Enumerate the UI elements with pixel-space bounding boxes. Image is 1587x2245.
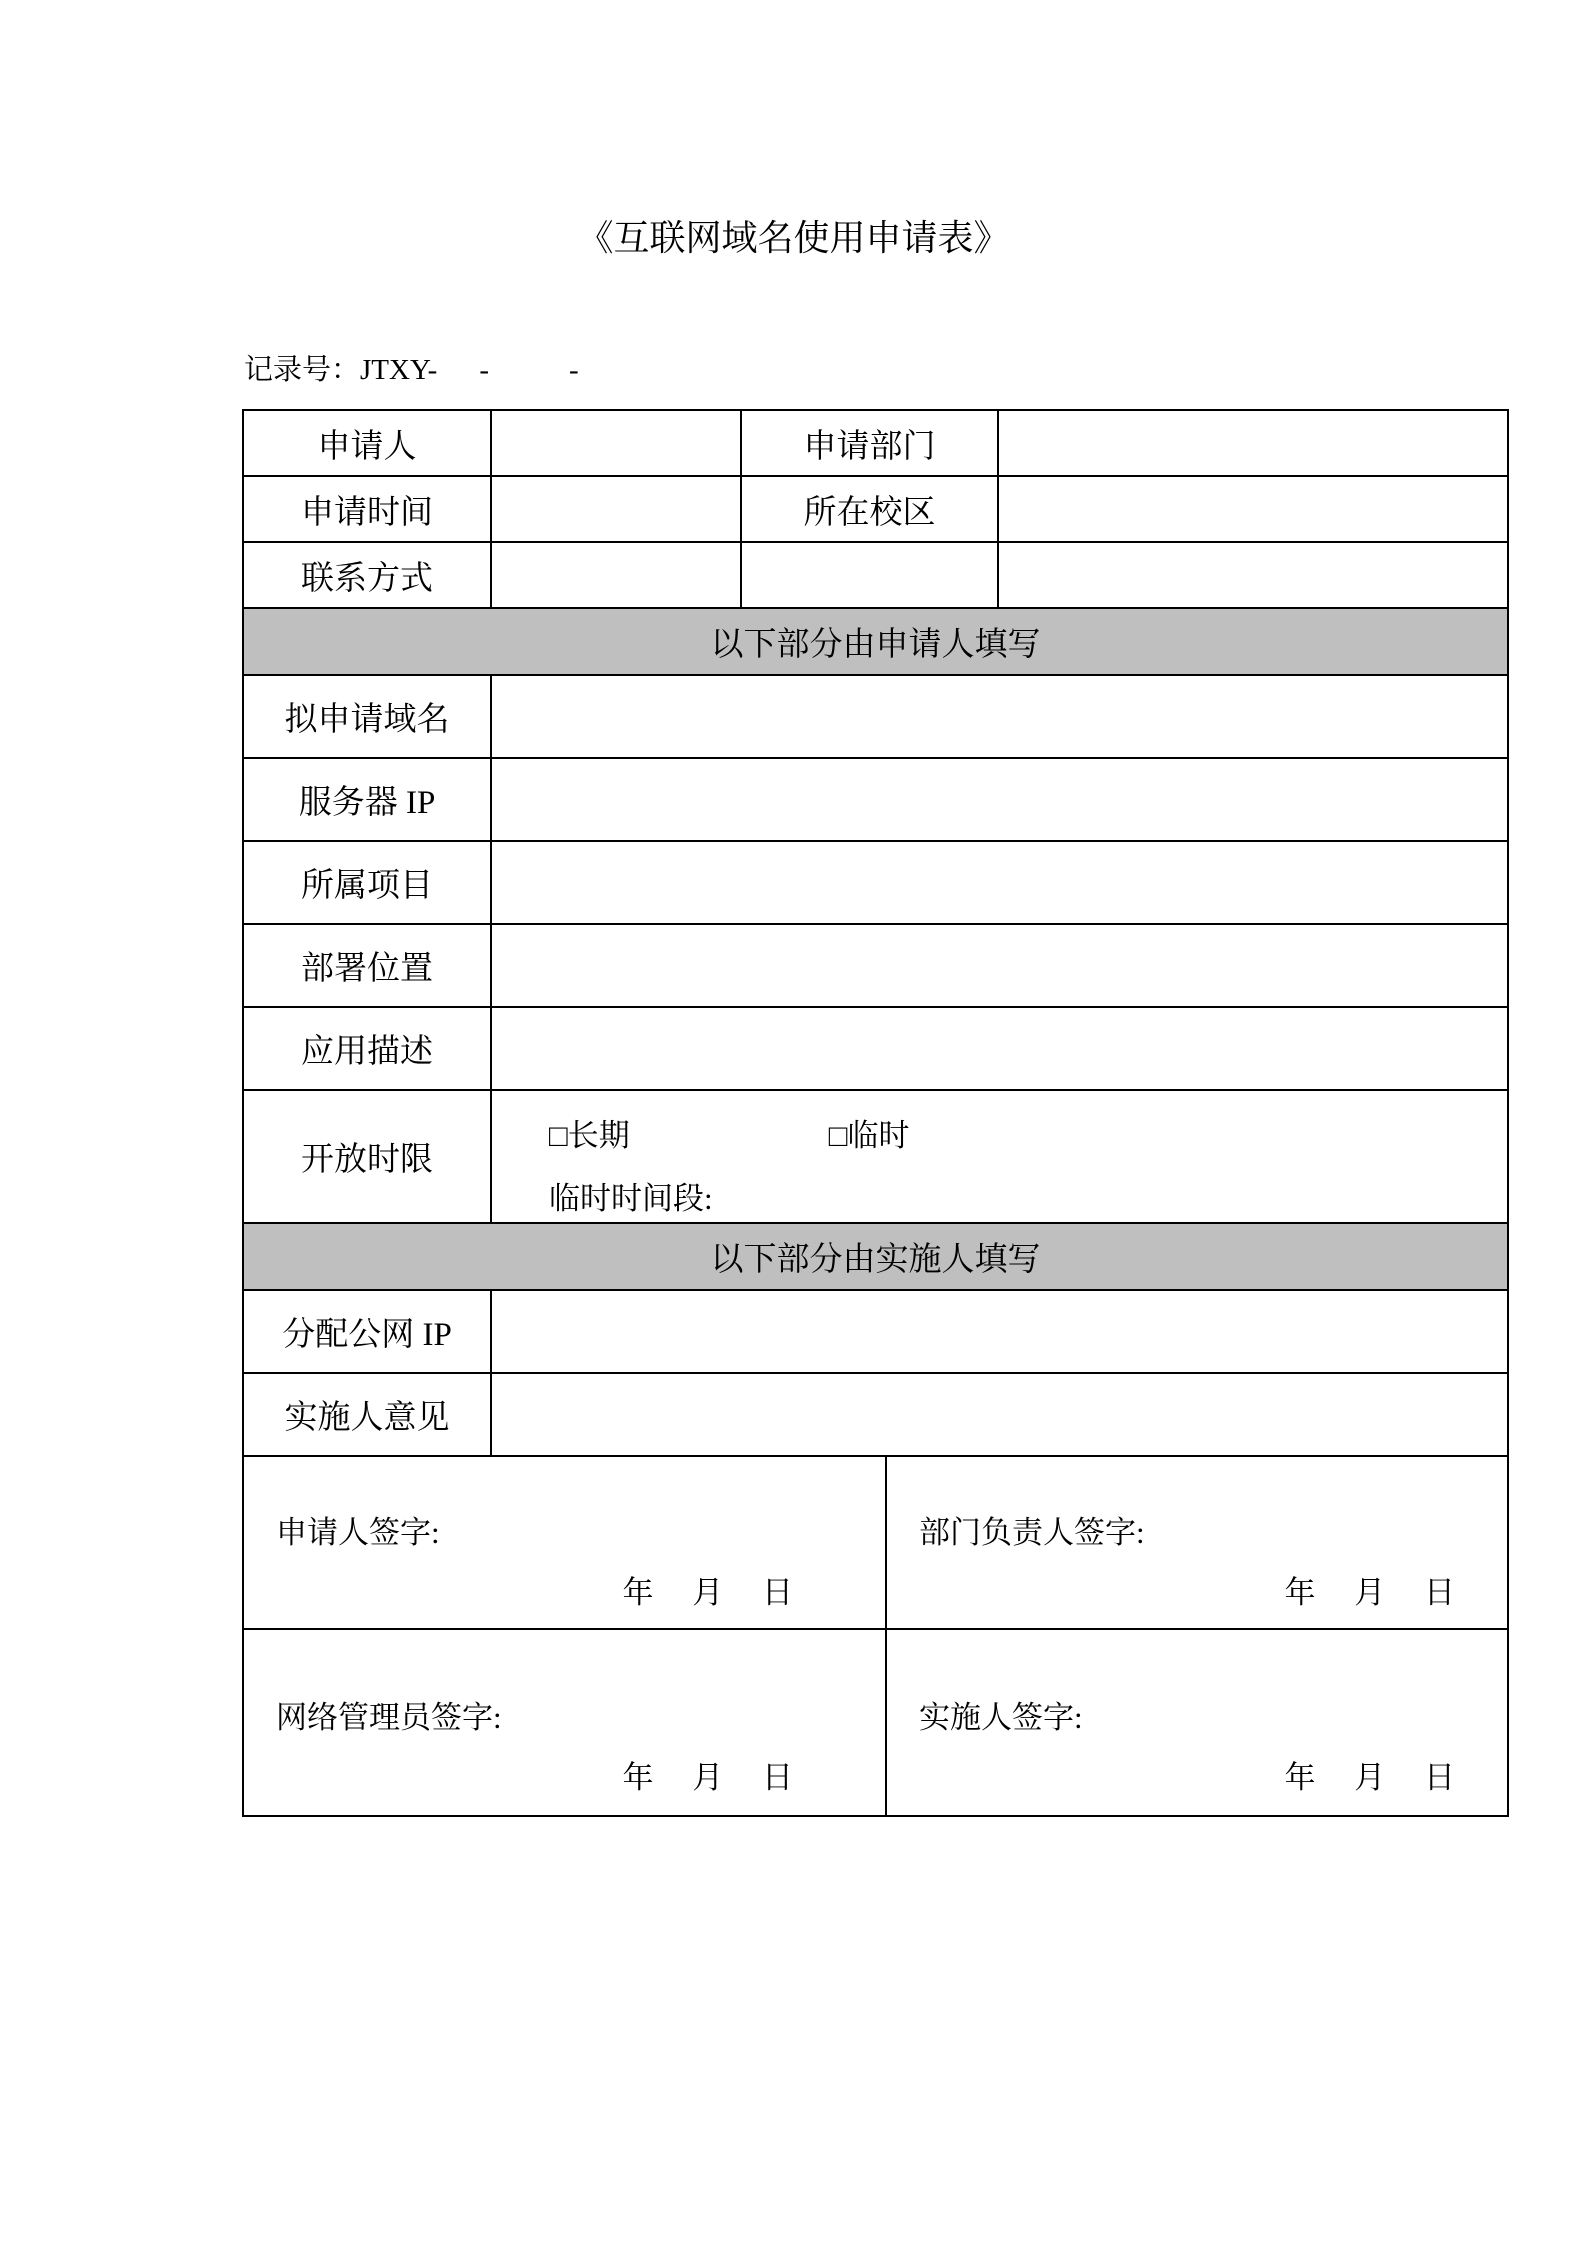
apply-department-label: 申请部门 (741, 410, 998, 476)
project-value-cell[interactable] (491, 841, 1508, 924)
campus-label: 所在校区 (741, 476, 998, 542)
table-row (243, 1223, 1508, 1290)
table-row (243, 542, 1508, 608)
contact-extra-cell-2[interactable] (998, 542, 1508, 608)
record-number-prefix: 记录号：JTXY- (244, 354, 438, 386)
open-period-value-cell (491, 1090, 1508, 1223)
table-row (243, 924, 1508, 1007)
table-row (243, 1373, 1508, 1456)
apply-time-value-cell[interactable] (491, 476, 741, 542)
record-number-dash-2: - (569, 354, 579, 386)
dept-head-signature-cell[interactable] (886, 1456, 1508, 1629)
applicant-label: 申请人 (243, 410, 491, 476)
contact-extra-cell-1[interactable] (741, 542, 998, 608)
deploy-location-label: 部署位置 (243, 924, 491, 1007)
table-row (243, 841, 1508, 924)
temporary-checkbox[interactable] (829, 1119, 910, 1152)
domain-value-cell[interactable] (491, 675, 1508, 758)
table-row (243, 410, 1508, 476)
temporary-label: 临时 (847, 1117, 910, 1153)
table-row (243, 1090, 1508, 1223)
table-row (243, 675, 1508, 758)
date-placeholder: 年 月 日 (1284, 1574, 1455, 1610)
checkbox-icon: □ (828, 1117, 848, 1153)
table-row (243, 608, 1508, 675)
table-row (243, 1007, 1508, 1090)
app-description-value-cell[interactable] (491, 1007, 1508, 1090)
temp-period-label: 临时时间段: (549, 1180, 713, 1216)
checkbox-icon: □ (549, 1117, 568, 1153)
public-ip-value-cell[interactable] (491, 1290, 1508, 1373)
long-term-checkbox[interactable] (549, 1119, 630, 1152)
section-header-implementer: 以下部分由实施人填写 (243, 1223, 1508, 1290)
date-placeholder: 年 月 日 (622, 1574, 793, 1610)
public-ip-label: 分配公网 IP (243, 1290, 491, 1373)
application-form-table (242, 409, 1509, 1817)
table-row (243, 758, 1508, 841)
applicant-signature-cell[interactable] (243, 1456, 886, 1629)
implementer-opinion-value-cell[interactable] (491, 1373, 1508, 1456)
implementer-signature-cell[interactable] (886, 1629, 1508, 1816)
project-label: 所属项目 (243, 841, 491, 924)
campus-value-cell[interactable] (998, 476, 1508, 542)
contact-label: 联系方式 (243, 542, 491, 608)
network-admin-sign-label: 网络管理员签字: (276, 1699, 502, 1735)
server-ip-value-cell[interactable] (491, 758, 1508, 841)
network-admin-signature-cell[interactable] (243, 1629, 886, 1816)
app-description-label: 应用描述 (243, 1007, 491, 1090)
apply-department-value-cell[interactable] (998, 410, 1508, 476)
long-term-label: 长期 (567, 1117, 630, 1153)
table-row (243, 1456, 1508, 1629)
deploy-location-value-cell[interactable] (491, 924, 1508, 1007)
domain-label: 拟申请域名 (243, 675, 491, 758)
server-ip-label: 服务器 IP (243, 758, 491, 841)
apply-time-label: 申请时间 (243, 476, 491, 542)
date-placeholder: 年 月 日 (1284, 1759, 1455, 1795)
record-number-line (244, 352, 579, 388)
applicant-value-cell[interactable] (491, 410, 741, 476)
page-title: 《互联网域名使用申请表》 (577, 218, 1010, 258)
implementer-sign-label: 实施人签字: (919, 1699, 1083, 1735)
table-row (243, 1629, 1508, 1816)
table-row (243, 1290, 1508, 1373)
date-placeholder: 年 月 日 (622, 1759, 793, 1795)
contact-value-cell[interactable] (491, 542, 741, 608)
applicant-sign-label: 申请人签字: (276, 1514, 440, 1550)
dept-head-sign-label: 部门负责人签字: (919, 1514, 1145, 1550)
implementer-opinion-label: 实施人意见 (243, 1373, 491, 1456)
open-period-label: 开放时限 (243, 1090, 491, 1223)
table-row (243, 476, 1508, 542)
section-header-applicant: 以下部分由申请人填写 (243, 608, 1508, 675)
record-number-dash-1: - (479, 354, 490, 386)
